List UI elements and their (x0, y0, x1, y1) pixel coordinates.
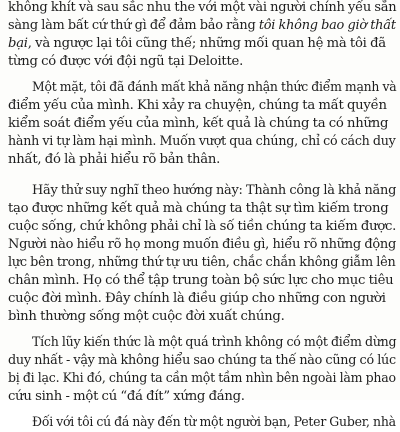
text-line (8, 388, 245, 406)
text-line (8, 200, 388, 218)
text-run: kiểm soát điểm yếu của mình, kết quả là chúng ta có những (8, 116, 389, 131)
text-run: tạo được những kết quả mà chúng ta thật sự tìm kiếm trong (8, 201, 389, 216)
text-line (8, 97, 387, 115)
text-run: nhất, đó là phải hiểu rõ bản thân. (8, 152, 221, 167)
text-line (8, 254, 396, 272)
text-line (8, 151, 220, 169)
text-run: hành vi tự làm hại mình. Muốn vượt qua chúng, chỉ có cách duy (8, 134, 396, 149)
text-line (8, 352, 396, 370)
text-line (32, 79, 396, 97)
text-line (8, 308, 285, 326)
text-line (8, 0, 396, 17)
text-line (32, 334, 396, 352)
text-run: sàng làm bất cứ thứ gì để đảm bảo rằng (8, 18, 259, 33)
text-line (8, 133, 396, 151)
text-line (8, 17, 396, 35)
text-line (32, 414, 396, 432)
text-run: bình thường sống một cuộc đời xuất chúng. (8, 309, 285, 324)
text-run: , và ngược lại tôi cũng thế; những mối quan hệ mà tôi đã (27, 36, 386, 51)
text-run: từng có được với đội ngũ tại Deloitte. (8, 54, 244, 69)
emphasized-text: tôi không bao giờ thất (258, 18, 396, 33)
text-run: bị đi lạc. Khi đó, chúng ta cần một tầm nhìn bên ngoài làm phao (8, 371, 396, 386)
text-line (8, 236, 396, 254)
text-run: chân mình. Họ có thể tập trung toàn bộ sức lực cho mục tiêu (8, 273, 394, 288)
text-line (8, 53, 243, 71)
text-run: Hãy thử suy nghĩ theo hướng này: Thành công là khả năng (32, 183, 397, 198)
text-run: lực bên trong, những thứ tự ưu tiên, chắc chắn không giẫm lên (8, 255, 396, 270)
emphasized-text: bại (8, 36, 28, 51)
text-run: Đối với tôi cú đá này đến từ một người bạn, Peter Guber, nhà (32, 415, 396, 430)
text-line (32, 182, 396, 200)
text-line (8, 370, 396, 388)
text-run: không khít và sau sắc nhu the với một vài người chính yếu sẵn (8, 0, 397, 15)
text-run: Một mặt, tôi đã đánh mất khả năng nhận thức điểm mạnh và (32, 80, 397, 95)
text-line (8, 115, 388, 133)
text-line (8, 218, 396, 236)
text-run: cuộc sống, chứ không phải chỉ là số tiền chúng ta kiếm được. (8, 219, 397, 234)
text-run: điểm yếu của mình. Khi xảy ra chuyện, chúng ta mất quyền (8, 98, 387, 113)
text-run: Người nào hiểu rõ họ mong muốn điều gì, hiểu rõ những động (8, 237, 397, 252)
text-line (8, 35, 386, 53)
text-run: cuộc đời mình. Đây chính là điều giúp cho những con người (8, 291, 386, 306)
text-line (8, 290, 386, 308)
text-run: Tích lũy kiến thức là một quá trình không có một điểm dừng (32, 335, 397, 350)
text-line (8, 272, 393, 290)
text-run: cứu sinh - một cú “đá đít” xứng đáng. (8, 389, 245, 404)
text-run: duy nhất - vậy mà không hiểu sao chúng ta thế nào cũng có lúc (8, 353, 396, 368)
